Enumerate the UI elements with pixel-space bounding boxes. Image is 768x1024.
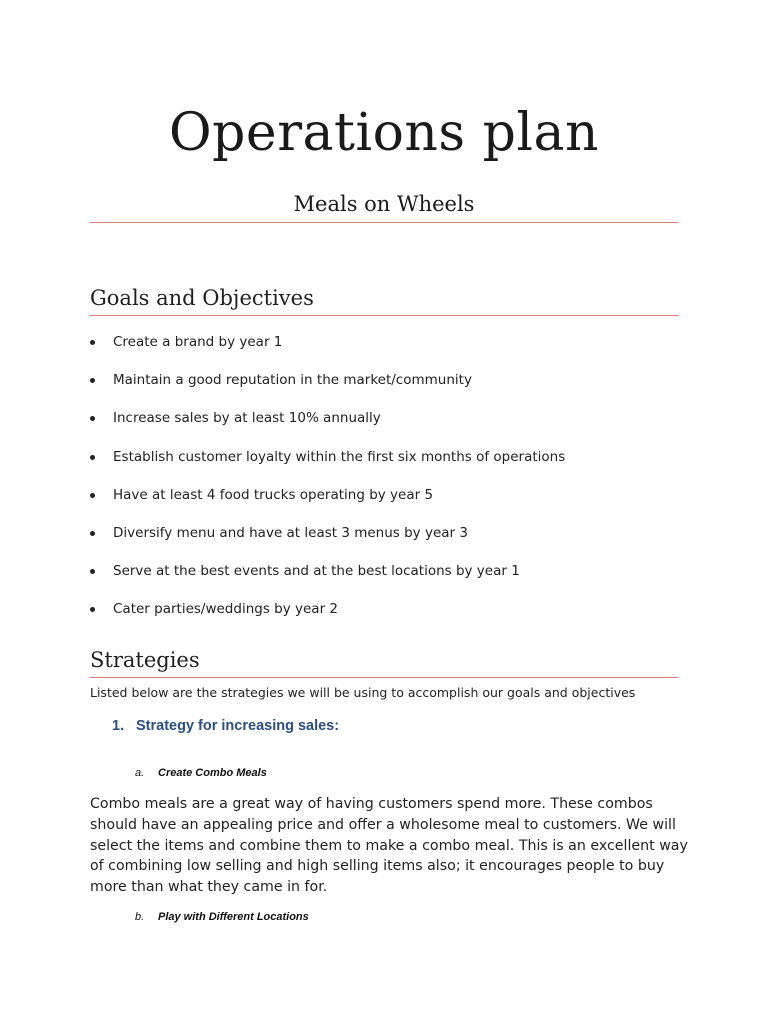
list-item <box>90 369 690 407</box>
goal-text: Diversify menu and have at least 3 menus by year 3 <box>113 524 468 541</box>
sub-heading-b-label: Play with Different Locations <box>158 911 309 923</box>
list-item <box>90 598 690 636</box>
goal-text: Maintain a good reputation in the market/community <box>113 372 472 389</box>
title-divider <box>90 222 678 223</box>
list-item <box>90 484 690 522</box>
goal-text: Have at least 4 food trucks operating by year 5 <box>113 486 434 503</box>
goal-text: Increase sales by at least 10% annually <box>113 410 381 427</box>
document-title: Operations plan <box>169 103 599 163</box>
sub-heading-b <box>135 909 309 925</box>
bullet-icon <box>90 493 95 498</box>
bullet-icon <box>90 569 95 574</box>
strategies-divider <box>90 677 678 678</box>
bullet-icon <box>90 378 95 383</box>
bullet-icon <box>90 416 95 421</box>
sub-heading-b-letter: b. <box>135 911 145 923</box>
sub-heading-a-letter: a. <box>135 767 145 779</box>
bullet-icon <box>90 531 95 536</box>
sub-heading-a-label: Create Combo Meals <box>158 767 267 779</box>
document-subtitle: Meals on Wheels <box>293 192 475 216</box>
goals-divider <box>90 315 678 316</box>
list-item <box>90 331 690 369</box>
strategy-1-label: Strategy for increasing sales: <box>136 718 340 734</box>
bullet-icon <box>90 340 95 345</box>
list-item <box>90 560 690 598</box>
sub-heading-a <box>135 765 267 781</box>
strategy-1-heading <box>112 715 339 737</box>
combo-meals-paragraph: Combo meals are a great way of having customers spend more. These combos should have an appealing price and offer a wholesome meal to customers. We will select the items and combine them to make a combo meal. This is an excellent way of combining low selling and high selling items also; it encourages people to buy more than what they came in for. <box>90 796 688 896</box>
bullet-icon <box>90 607 95 612</box>
list-item <box>90 522 690 560</box>
goal-text: Cater parties/weddings by year 2 <box>113 601 338 618</box>
list-item <box>90 407 690 445</box>
bullet-icon <box>90 455 95 460</box>
goals-list <box>90 331 690 637</box>
strategies-intro: Listed below are the strategies we will be using to accomplish our goals and objectives <box>90 685 636 700</box>
list-item <box>90 446 690 484</box>
goal-text: Create a brand by year 1 <box>113 334 283 350</box>
goal-text: Establish customer loyalty within the first six months of operations <box>113 448 566 465</box>
strategy-1-number: 1. <box>112 718 125 734</box>
strategies-heading: Strategies <box>90 648 200 672</box>
goal-text: Serve at the best events and at the best locations by year 1 <box>113 563 520 580</box>
goals-heading: Goals and Objectives <box>90 286 314 310</box>
